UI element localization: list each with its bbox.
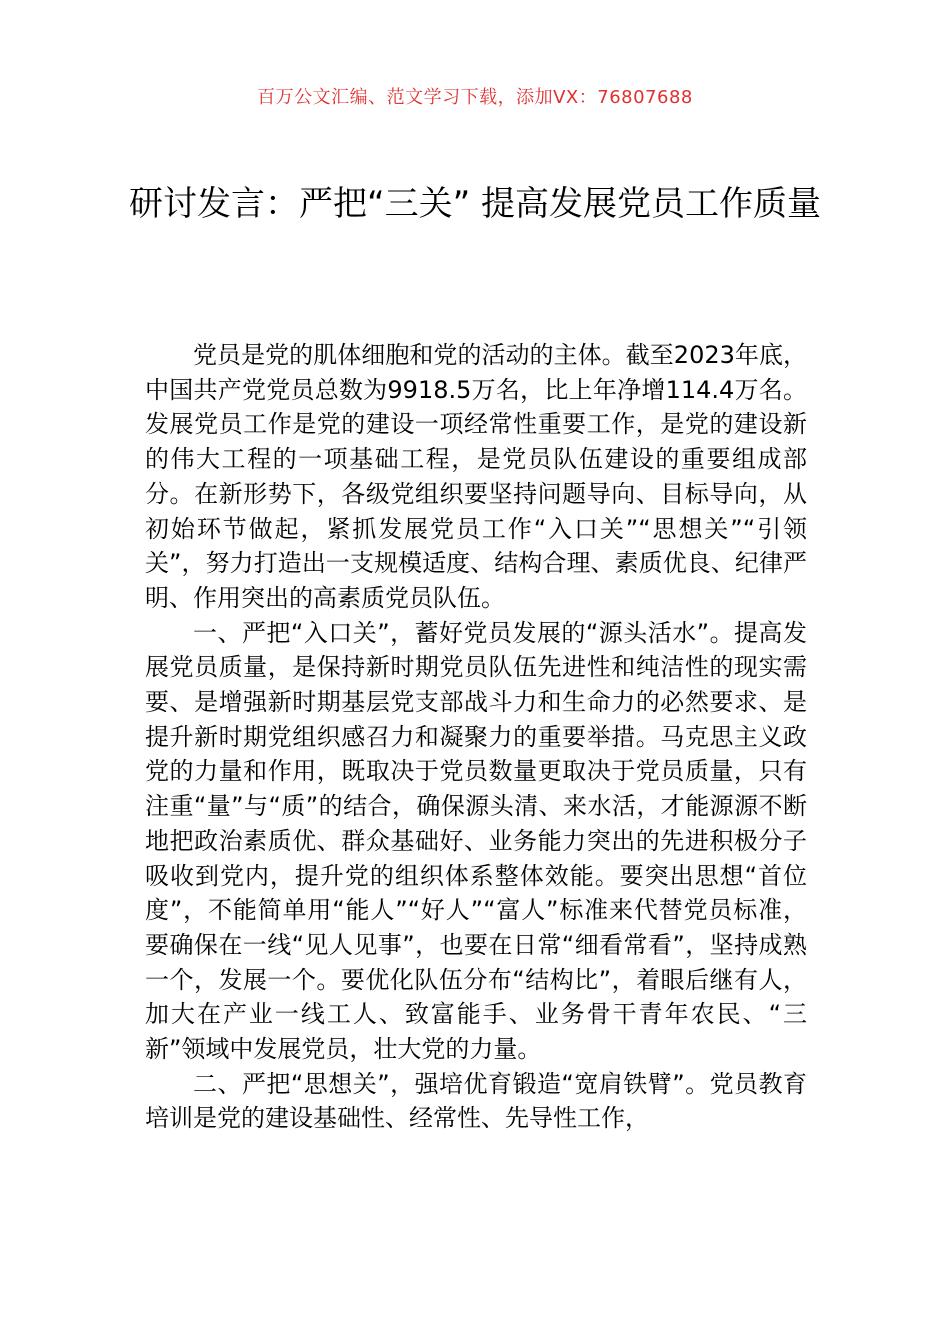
paragraph-intro: 党员是党的肌体细胞和党的活动的主体。截至2023年底，中国共产党党员总数为9918.5万名，比上年净增114.4万名。发展党员工作是党的建设一项经常性重要工作，是党的建设新的伟大工程的一项基础工程，是党员队伍建设的重要组成部分。在新形势下，各级党组织要坚持问题导向、目标导向，从初始环节做起，紧抓发展党员工作“入口关”“思想关”“引领关”，努力打造出一支规模适度、结构合理、素质优良、纪律严明、作用突出的高素质党员队伍。 xyxy=(145,341,807,612)
document-title: 研讨发言：严把“三关” 提高发展党员工作质量 xyxy=(128,184,822,224)
paragraph-section-1: 一、严把“入口关”，蓄好党员发展的“源头活水”。提高发展党员质量，是保持新时期党员队伍先进性和纯洁性的现实需要、是增强新时期基层党支部战斗力和生命力的必然要求、是提升新时期党组织感召力和凝聚力的重要举措。马克思主义政党的力量和作用，既取决于党员数量更取决于党员质量，只有注重“量”与“质”的结合，确保源头清、来水活，才能源源不断地把政治素质优、群众基础好、业务能力突出的先进积极分子吸收到党内，提升党的组织体系整体效能。要突出思想“首位度”，不能简单用“能人”“好人”“富人”标准来代替党员标准，要确保在一线“见人见事”，也要在日常“细看常看”，坚持成熟一个，发展一个。要优化队伍分布“结构比”，着眼后继有人，加大在产业一线工人、致富能手、业务骨干青年农民、“三新”领域中发展党员，壮大党的力量。 xyxy=(145,618,807,1064)
header-note: 百万公文汇编、范文学习下载，添加VX：76807688 xyxy=(257,87,693,108)
document-body xyxy=(145,338,807,1136)
paragraph-section-2: 二、严把“思想关”，强培优育锻造“宽肩铁臂”。党员教育培训是党的建设基础性、经常性、先导性工作， xyxy=(145,1069,807,1133)
